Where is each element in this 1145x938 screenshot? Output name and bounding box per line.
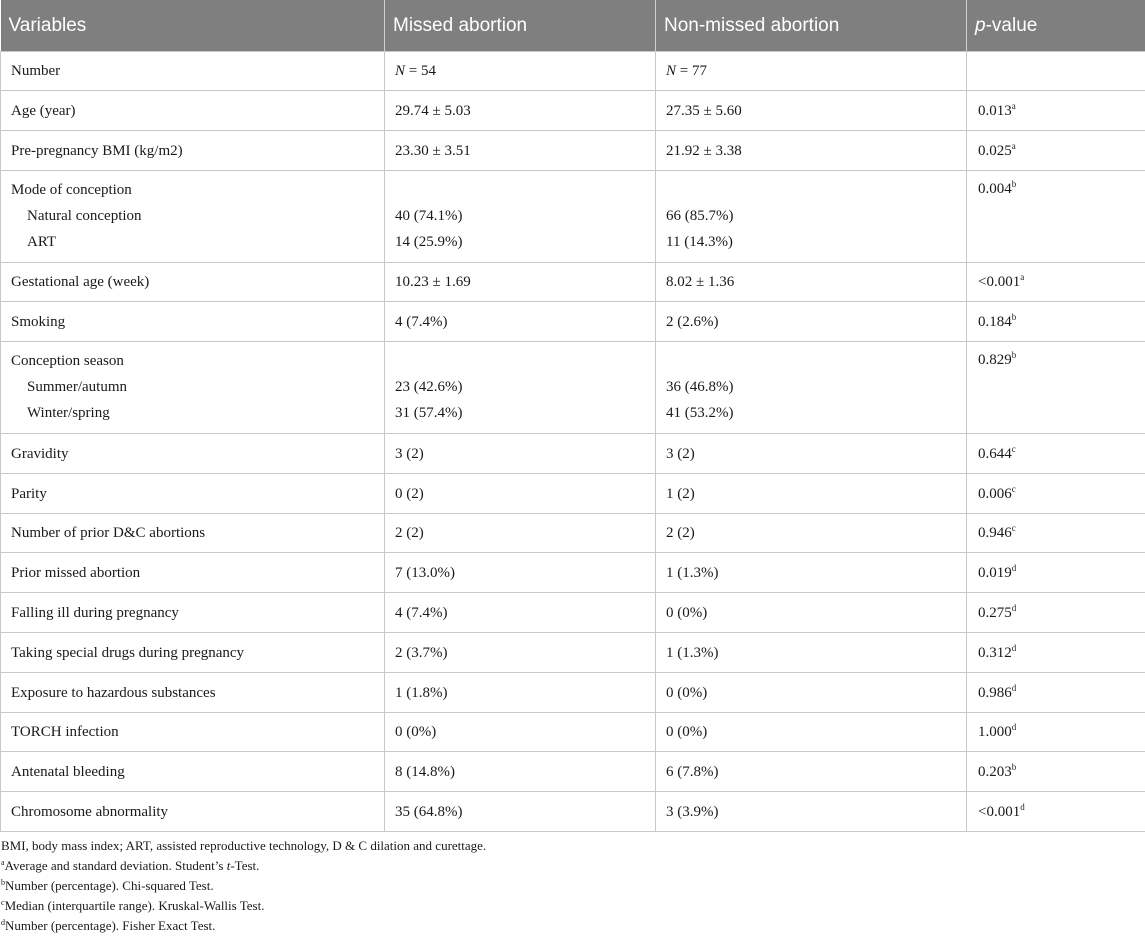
cell-missed xyxy=(385,171,656,263)
cell-missed: 23.30 ± 3.51 xyxy=(385,131,656,171)
sub-value: 40 (74.1%) xyxy=(395,208,463,224)
cell-p-value xyxy=(967,792,1145,832)
footnote-abbreviations: BMI, body mass index; ART, assisted reproductive technology, D & C dilation and curettage. xyxy=(1,838,487,853)
sub-value: 41 (53.2%) xyxy=(666,405,734,421)
cell-non-missed xyxy=(656,342,967,434)
header-missed-abortion: Missed abortion xyxy=(385,0,656,52)
p-value: 0.275 xyxy=(978,604,1012,621)
cell-missed: 2 (2) xyxy=(385,514,656,553)
cell-non-missed: 6 (7.8%) xyxy=(656,752,967,792)
cell-non-missed: 1 (1.3%) xyxy=(656,633,967,673)
n-value: = 54 xyxy=(405,63,436,79)
p-value: 0.184 xyxy=(978,313,1012,330)
group-label: Conception season xyxy=(11,353,124,369)
p-value: 0.013 xyxy=(978,102,1012,119)
cell-non-missed: 0 (0%) xyxy=(656,713,967,752)
cell-p-value xyxy=(967,713,1145,752)
n-value: = 77 xyxy=(676,63,707,79)
cell-p-value xyxy=(967,474,1145,514)
cell-missed: 2 (3.7%) xyxy=(385,633,656,673)
n-symbol: N xyxy=(666,63,677,79)
cell-p-value xyxy=(967,434,1145,474)
cell-non-missed xyxy=(656,171,967,263)
table-row xyxy=(1,302,1145,342)
table-row xyxy=(1,673,1145,713)
p-value: <0.001 xyxy=(978,274,1021,290)
sub-label: Natural conception xyxy=(27,208,142,224)
p-value: 1.000 xyxy=(978,724,1012,740)
cell-p-value xyxy=(967,752,1145,792)
header-p-rest: -value xyxy=(985,14,1038,36)
cell-p-value xyxy=(967,553,1145,593)
footnote-marker: b xyxy=(1011,350,1017,360)
cell-p-value xyxy=(967,302,1145,342)
footnote-marker: b xyxy=(1011,761,1017,772)
footnote-marker: c xyxy=(1011,523,1016,533)
footnote-letter: a xyxy=(1,858,5,867)
cell-non-missed: 27.35 ± 5.60 xyxy=(656,91,967,131)
footnote-marker: c xyxy=(1011,443,1016,454)
p-value: 0.025 xyxy=(978,142,1012,159)
cell-non-missed: 1 (2) xyxy=(656,474,967,514)
footnote-marker: d xyxy=(1011,642,1017,653)
footnote-text: Number (percentage). Fisher Exact Test. xyxy=(5,918,216,933)
cell-p-value xyxy=(967,131,1145,171)
table-row xyxy=(1,713,1145,752)
table-row xyxy=(1,131,1145,171)
footnote-marker: d xyxy=(1011,562,1017,573)
cell-missed: 8 (14.8%) xyxy=(385,752,656,792)
footnote-marker: d xyxy=(1011,682,1017,693)
table-row xyxy=(1,633,1145,673)
table-footnotes xyxy=(0,836,1145,936)
cell-p-value xyxy=(967,171,1145,263)
footnote-marker: b xyxy=(1011,311,1017,322)
sub-value: 66 (85.7%) xyxy=(666,208,734,224)
table-row xyxy=(1,752,1145,792)
row-label: Chromosome abnormality xyxy=(1,792,385,832)
cell-p-value xyxy=(967,263,1145,302)
table-row xyxy=(1,593,1145,633)
footnote-text: Median (interquartile range). Kruskal-Wallis Test. xyxy=(4,898,265,913)
p-value: 0.006 xyxy=(978,485,1012,502)
cell-non-missed: 8.02 ± 1.36 xyxy=(656,263,967,302)
cell-missed: 4 (7.4%) xyxy=(385,593,656,633)
p-value: 0.644 xyxy=(978,445,1012,462)
row-label: TORCH infection xyxy=(1,713,385,752)
table-row xyxy=(1,474,1145,514)
footnote-text: Number (percentage). Chi-squared Test. xyxy=(5,878,214,893)
row-label: Number of prior D&C abortions xyxy=(1,514,385,553)
footnote-text: -Test. xyxy=(230,858,260,873)
sub-value: 23 (42.6%) xyxy=(395,379,463,395)
header-row xyxy=(1,0,1145,52)
cell-non-missed: 21.92 ± 3.38 xyxy=(656,131,967,171)
footnote-marker: d xyxy=(1011,602,1017,613)
cell-p-value xyxy=(967,593,1145,633)
table-row xyxy=(1,171,1145,263)
cell-missed: 7 (13.0%) xyxy=(385,553,656,593)
cell-missed xyxy=(385,52,656,91)
footnote-letter: c xyxy=(1,898,5,907)
cell-missed: 1 (1.8%) xyxy=(385,673,656,713)
footnote-a xyxy=(0,856,1145,876)
sub-value: 11 (14.3%) xyxy=(666,234,733,250)
cell-missed: 4 (7.4%) xyxy=(385,302,656,342)
table-row xyxy=(1,263,1145,302)
row-label: Pre-pregnancy BMI (kg/m2) xyxy=(1,131,385,171)
footnote-marker: b xyxy=(1011,179,1017,189)
sub-label: Summer/autumn xyxy=(27,379,127,395)
cell-p-value xyxy=(967,91,1145,131)
row-label: Taking special drugs during pregnancy xyxy=(1,633,385,673)
table-row xyxy=(1,91,1145,131)
cell-non-missed: 3 (2) xyxy=(656,434,967,474)
p-value: 0.004 xyxy=(978,181,1012,197)
row-label: Falling ill during pregnancy xyxy=(1,593,385,633)
row-label: Exposure to hazardous substances xyxy=(1,673,385,713)
cell-non-missed xyxy=(656,52,967,91)
footnote-letter: d xyxy=(1,918,5,927)
cell-missed: 0 (2) xyxy=(385,474,656,514)
footnote-marker: a xyxy=(1011,140,1016,151)
footnote-b xyxy=(0,876,1145,896)
cell-non-missed: 0 (0%) xyxy=(656,593,967,633)
cell-missed: 0 (0%) xyxy=(385,713,656,752)
p-value: 0.019 xyxy=(978,564,1012,581)
cell-missed xyxy=(385,342,656,434)
header-p-value xyxy=(967,0,1145,52)
group-label: Mode of conception xyxy=(11,182,132,198)
footnote-marker: a xyxy=(1011,100,1016,111)
table-row xyxy=(1,52,1145,91)
footnote-marker: c xyxy=(1011,483,1016,494)
p-value: 0.203 xyxy=(978,763,1012,780)
cell-p-value xyxy=(967,342,1145,434)
cell-p-value xyxy=(967,633,1145,673)
row-label: Age (year) xyxy=(1,91,385,131)
row-label: Antenatal bleeding xyxy=(1,752,385,792)
footnote-marker: a xyxy=(1020,272,1025,282)
p-value: <0.001 xyxy=(978,803,1021,820)
sub-label: Winter/spring xyxy=(27,405,110,421)
row-label xyxy=(1,342,385,434)
table-row xyxy=(1,342,1145,434)
header-variables: Variables xyxy=(1,0,385,52)
cell-non-missed: 1 (1.3%) xyxy=(656,553,967,593)
cell-missed: 35 (64.8%) xyxy=(385,792,656,832)
cell-non-missed: 0 (0%) xyxy=(656,673,967,713)
table-row xyxy=(1,553,1145,593)
p-value: 0.312 xyxy=(978,644,1012,661)
cell-p-value xyxy=(967,673,1145,713)
cell-non-missed: 2 (2) xyxy=(656,514,967,553)
row-label: Prior missed abortion xyxy=(1,553,385,593)
cell-non-missed: 2 (2.6%) xyxy=(656,302,967,342)
footnote-letter: b xyxy=(1,878,5,887)
footnote-c xyxy=(0,896,1145,916)
cell-missed: 3 (2) xyxy=(385,434,656,474)
footnote-marker: d xyxy=(1011,722,1017,732)
p-value: 0.986 xyxy=(978,684,1012,701)
sub-value: 36 (46.8%) xyxy=(666,379,734,395)
table-row xyxy=(1,434,1145,474)
footnote-marker: d xyxy=(1020,801,1025,812)
footnote-text: Average and standard deviation. Student’s xyxy=(4,858,227,873)
table-row xyxy=(1,792,1145,832)
sub-value: 31 (57.4%) xyxy=(395,405,463,421)
footnote-d xyxy=(0,916,1145,936)
n-symbol: N xyxy=(395,63,406,79)
cell-p-value xyxy=(967,52,1145,91)
header-non-missed-abortion: Non-missed abortion xyxy=(656,0,967,52)
row-label: Gravidity xyxy=(1,434,385,474)
row-label xyxy=(1,171,385,263)
cell-missed: 10.23 ± 1.69 xyxy=(385,263,656,302)
cell-p-value xyxy=(967,514,1145,553)
p-value: 0.946 xyxy=(978,525,1012,541)
table-row xyxy=(1,514,1145,553)
row-label: Gestational age (week) xyxy=(1,263,385,302)
sub-label: ART xyxy=(27,234,57,250)
header-p-italic: p xyxy=(975,14,986,36)
footnote-italic: t xyxy=(226,858,231,873)
cell-missed: 29.74 ± 5.03 xyxy=(385,91,656,131)
row-label: Parity xyxy=(1,474,385,514)
p-value: 0.829 xyxy=(978,352,1012,368)
row-label: Number xyxy=(1,52,385,91)
row-label: Smoking xyxy=(1,302,385,342)
cell-non-missed: 3 (3.9%) xyxy=(656,792,967,832)
sub-value: 14 (25.9%) xyxy=(395,234,463,250)
